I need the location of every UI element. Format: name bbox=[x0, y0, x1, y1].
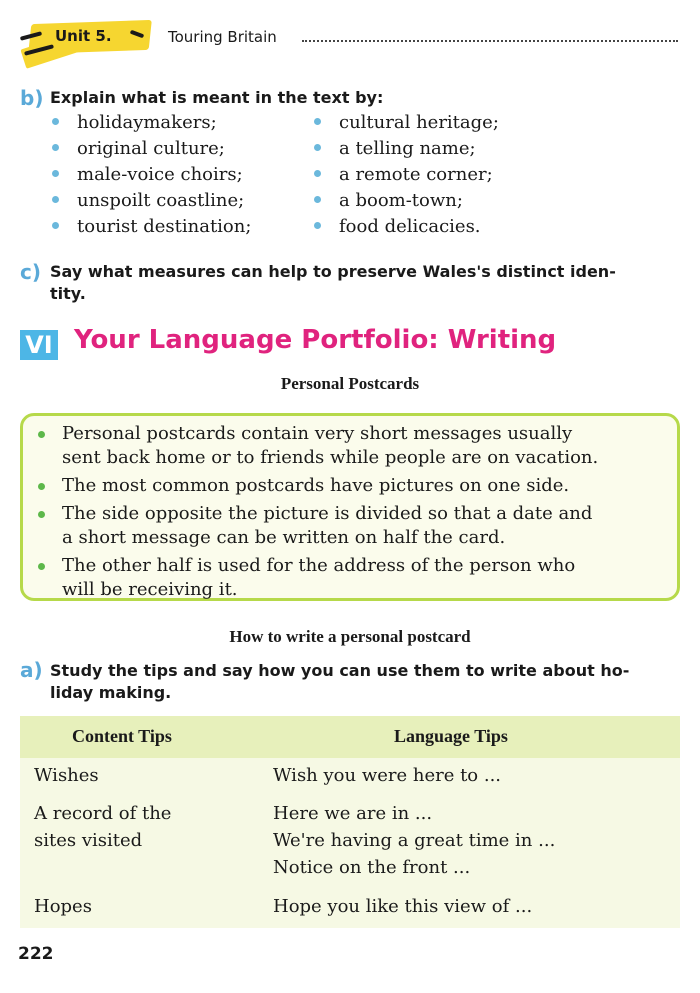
bullet-icon bbox=[38, 483, 45, 490]
bullet-icon bbox=[314, 144, 321, 151]
postcards-info-list bbox=[38, 422, 668, 602]
bullet-icon bbox=[38, 511, 45, 518]
section-b-instruction: Explain what is meant in the text by: bbox=[50, 88, 384, 107]
list-item: cultural heritage; bbox=[314, 110, 499, 136]
bullet-icon bbox=[52, 222, 59, 229]
list-item: original culture; bbox=[52, 136, 251, 162]
section-c-letter: c) bbox=[20, 260, 41, 284]
bullet-icon bbox=[52, 196, 59, 203]
list-item: Personal postcards contain very short messages usually sent back home or to friends while people are on vacation. bbox=[38, 422, 668, 470]
content-tips-header: Content Tips bbox=[72, 726, 172, 746]
section-c-line2: tity. bbox=[50, 284, 86, 303]
section-a-line2: liday making. bbox=[50, 683, 172, 702]
list-item: The most common postcards have pictures on one side. bbox=[38, 474, 668, 498]
list-item: The side opposite the picture is divided so that a date and a short message can be written on half the card. bbox=[38, 502, 668, 550]
bullet-icon bbox=[314, 170, 321, 177]
table-row-hopes-language: Hope you like this view of ... bbox=[273, 896, 533, 917]
left-term-list bbox=[52, 110, 251, 240]
header-title: Touring Britain bbox=[168, 28, 277, 46]
section-c-line1: Say what measures can help to preserve Wales's distinct iden- bbox=[50, 262, 616, 281]
list-item: tourist destination; bbox=[52, 214, 251, 240]
list-item: a telling name; bbox=[314, 136, 499, 162]
section-b-letter: b) bbox=[20, 86, 44, 110]
right-term-list bbox=[314, 110, 499, 240]
section-a-line1: Study the tips and say how you can use them to write about ho- bbox=[50, 661, 630, 680]
how-to-heading: How to write a personal postcard bbox=[229, 627, 471, 646]
language-tips-header: Language Tips bbox=[394, 726, 508, 746]
postcards-heading: Personal Postcards bbox=[280, 374, 420, 393]
list-item: unspoilt coastline; bbox=[52, 188, 251, 214]
section-number-badge: VI bbox=[20, 330, 58, 360]
table-row-record-content: A record of the sites visited bbox=[34, 803, 172, 851]
bullet-icon bbox=[314, 222, 321, 229]
bullet-icon bbox=[314, 118, 321, 125]
list-item: holidaymakers; bbox=[52, 110, 251, 136]
table-row-record-language: Here we are in ... We're having a great time in ... Notice on the front ... bbox=[273, 803, 556, 878]
list-item: a boom-town; bbox=[314, 188, 499, 214]
bullet-icon bbox=[38, 563, 45, 570]
bullet-icon bbox=[52, 118, 59, 125]
unit-label: Unit 5. bbox=[55, 27, 112, 45]
section-a-letter: a) bbox=[20, 658, 43, 682]
table-row-wishes-content: Wishes bbox=[34, 765, 99, 786]
bullet-icon bbox=[52, 170, 59, 177]
header-dotted-rule bbox=[302, 40, 678, 42]
bullet-icon bbox=[52, 144, 59, 151]
list-item: a remote corner; bbox=[314, 162, 499, 188]
section-title: Your Language Portfolio: Writing bbox=[74, 325, 557, 355]
page-number: 222 bbox=[18, 944, 54, 964]
list-item: male-voice choirs; bbox=[52, 162, 251, 188]
table-row-hopes-content: Hopes bbox=[34, 896, 92, 917]
table-row-wishes-language: Wish you were here to ... bbox=[273, 765, 502, 786]
list-item: food delicacies. bbox=[314, 214, 499, 240]
bullet-icon bbox=[314, 196, 321, 203]
list-item: The other half is used for the address of the person who will be receiving it. bbox=[38, 554, 668, 602]
bullet-icon bbox=[38, 431, 45, 438]
